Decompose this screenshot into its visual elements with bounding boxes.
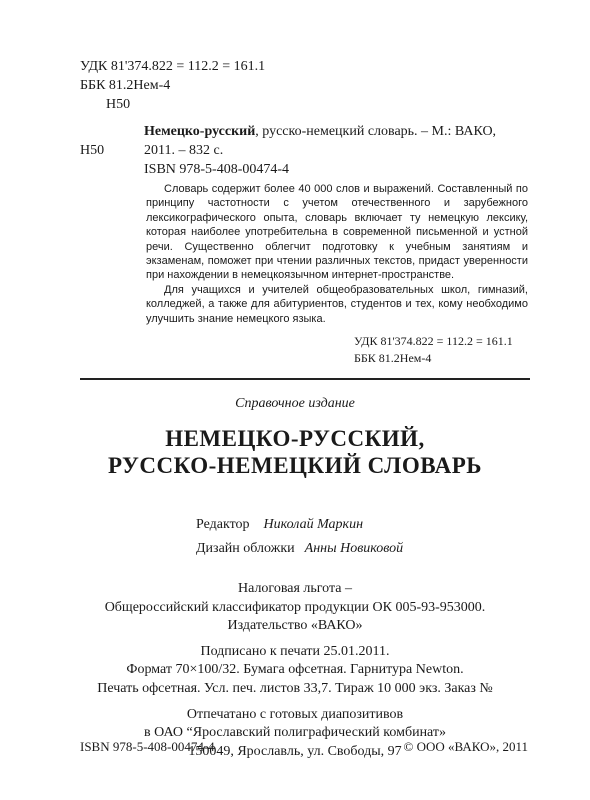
cover-designer-name: Анны Новиковой <box>304 541 404 556</box>
classification-block-top <box>80 57 265 114</box>
bbk-code-bottom: ББК 81.2Нем-4 <box>354 351 432 365</box>
biblio-isbn: ISBN 978-5-408-00474-4 <box>144 162 290 177</box>
editor-label: Редактор <box>196 517 250 532</box>
book-title-line-2: РУССКО-НЕМЕЦКИЙ СЛОВАРЬ <box>108 453 482 478</box>
publisher-line: Издательство «ВАКО» <box>227 618 363 634</box>
annotation-paragraph-1: Словарь содержит более 40 000 слов и выражений. Составленный по принципу частотности с учетом отечественного и зарубежного лексикографического опыта, словарь включает ту немецкую лексику, которая наиболее употребительна в современной письменной и устной речи. Существенно облегчит подготовку к учебным занятиям и экзаменам, поможет при чтении различных текстов, придаст уверенности при нахождении в немецкоязычном интернет-пространстве. <box>146 183 528 282</box>
biblio-title-bold: Немецко-русский <box>144 124 256 139</box>
printing-line: Печать офсетная. Усл. печ. листов 33,7. Тираж 10 000 экз. Заказ № <box>97 680 493 696</box>
printed-line-3: 150049, Ярославль, ул. Свободы, 97 <box>188 743 402 759</box>
author-sign: Н50 <box>106 97 131 112</box>
cover-design-credit <box>196 537 403 561</box>
bbk-code: ББК 81.2Нем-4 <box>80 78 171 93</box>
biblio-author-sign: Н50 <box>80 143 105 158</box>
book-title <box>0 425 590 479</box>
credits <box>196 513 403 561</box>
bibliographic-entry <box>80 122 530 179</box>
classification-block-bottom <box>354 333 513 367</box>
book-title-line-1: НЕМЕЦКО-РУССКИЙ, <box>165 426 425 451</box>
genre-label: Справочное издание <box>235 396 355 411</box>
format-line: Формат 70×100/32. Бумага офсетная. Гарнитура Newton. <box>126 662 464 678</box>
biblio-line-3 <box>80 160 530 179</box>
biblio-line-1 <box>80 122 530 141</box>
footer-isbn: ISBN 978-5-408-00474-4 <box>80 739 215 754</box>
biblio-line-2 <box>80 141 530 160</box>
printed-line-2: в ОАО “Ярославский полиграфический комбинат» <box>143 725 447 741</box>
printed-line-1: Отпечатано с готовых диапозитивов <box>186 706 404 722</box>
horizontal-divider <box>80 378 530 380</box>
imprint <box>0 580 590 761</box>
editor-credit <box>196 513 403 537</box>
cover-design-label: Дизайн обложки <box>196 541 295 556</box>
editor-name: Николай Маркин <box>263 517 364 532</box>
footer-copyright: © ООО «ВАКО», 2011 <box>403 739 528 754</box>
annotation <box>146 182 528 326</box>
tax-line-2: Общероссийский классификатор продукции ОК 005-93-953000. <box>104 599 486 615</box>
tax-line-1: Налоговая льгота – <box>238 581 352 596</box>
udk-code-bottom: УДК 81'374.822 = 112.2 = 161.1 <box>354 334 513 348</box>
biblio-year-pages: 2011. – 832 с. <box>144 143 224 158</box>
signed-line: Подписано к печати 25.01.2011. <box>200 643 390 659</box>
udk-code: УДК 81'374.822 = 112.2 = 161.1 <box>80 59 266 74</box>
biblio-title-rest: , русско-немецкий словарь. – М.: ВАКО, <box>255 124 497 139</box>
annotation-paragraph-2: Для учащихся и учителей общеобразовательных школ, гимназий, колледжей, а также для абитуриентов, студентов и тех, кому необходимо улучшить знание немецкого языка. <box>146 283 528 325</box>
